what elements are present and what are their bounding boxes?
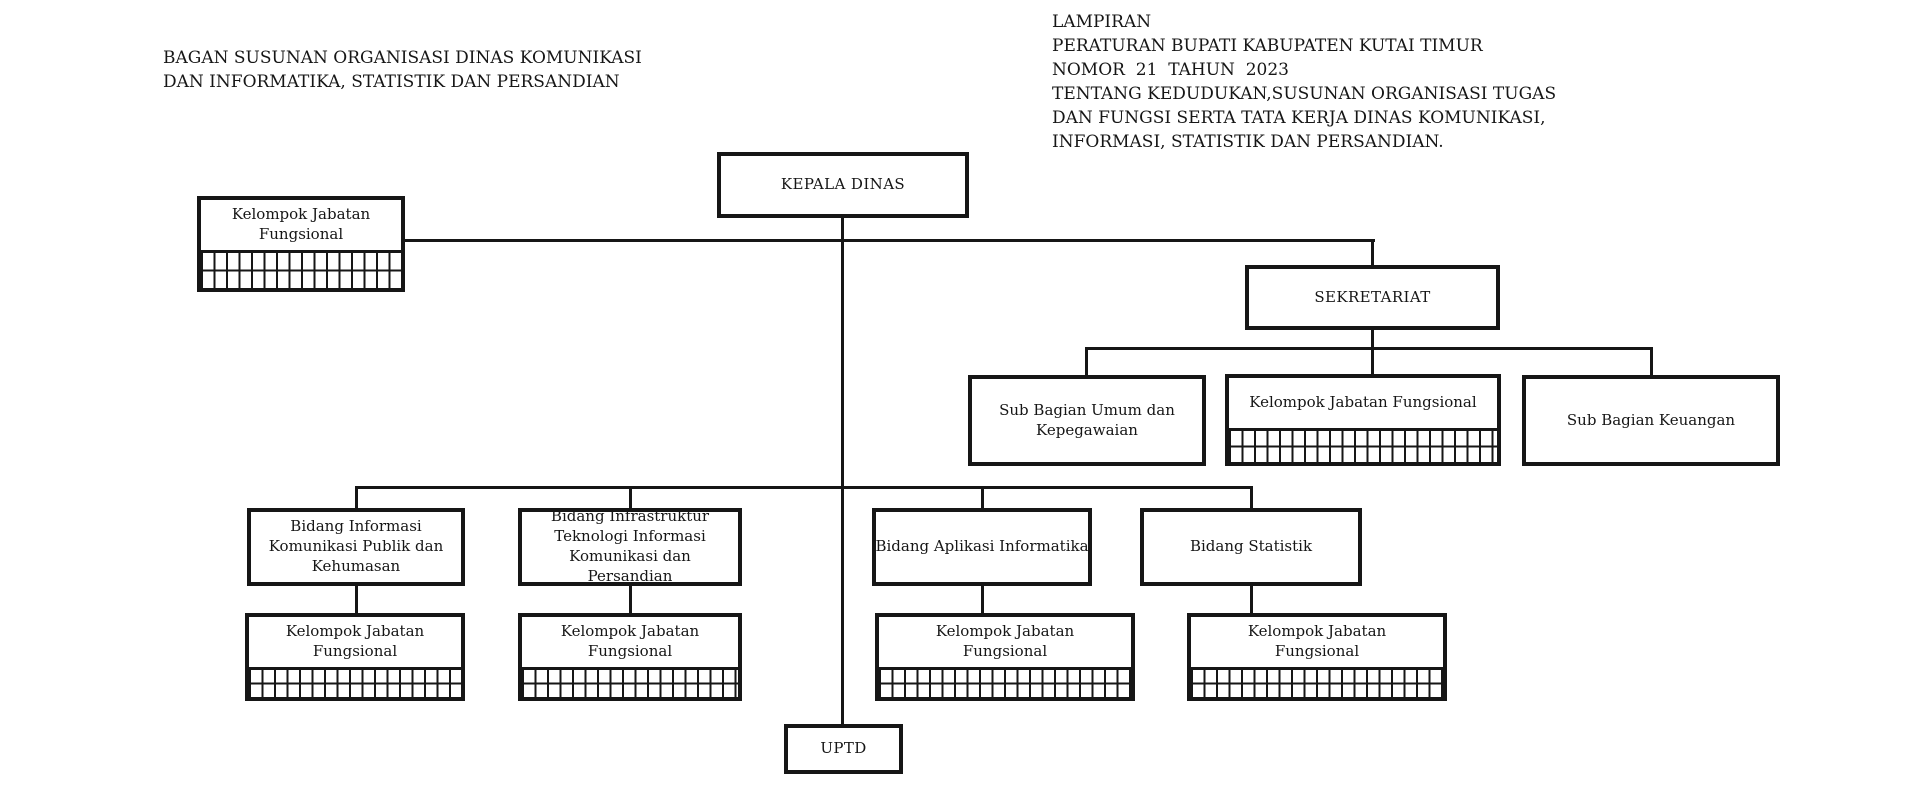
connector-drop-bidang-3 <box>981 486 984 510</box>
kjf-label: Kelompok Jabatan Fungsional <box>935 622 1075 660</box>
lampiran-line: INFORMASI, STATISTIK DAN PERSANDIAN. <box>1052 132 1444 152</box>
sub-bagian-keuangan-label: Sub Bagian Keuangan <box>1566 410 1736 429</box>
kjf-grid-hatch <box>1191 667 1443 697</box>
connector-drop-bidang-4 <box>1250 486 1253 510</box>
box-kelompok-jabatan-fungsional-sekretariat <box>1225 374 1501 466</box>
kjf-grid-hatch <box>201 250 401 288</box>
chart-title-line: DAN INFORMATIKA, STATISTIK DAN PERSANDIAN <box>163 72 620 92</box>
sekretariat-label: SEKRETARIAT <box>1314 287 1431 306</box>
chart-title <box>163 46 642 94</box>
kjf-label: Kelompok Jabatan Fungsional <box>1249 393 1477 412</box>
bidang-statistik-label: Bidang Statistik <box>1189 537 1313 556</box>
connector-sekretariat-children-horizontal <box>1085 347 1653 350</box>
kepala-dinas-label: KEPALA DINAS <box>780 175 906 194</box>
lampiran-line: TENTANG KEDUDUKAN,SUSUNAN ORGANISASI TUGAS <box>1052 84 1557 104</box>
bidang-informasi-label: Bidang Informasi Komunikasi Publik dan Kehumasan <box>268 517 444 575</box>
lampiran-line: DAN FUNGSI SERTA TATA KERJA DINAS KOMUNIKASI, <box>1052 108 1546 128</box>
connector-kjf-to-sekretariat-horizontal <box>405 239 1375 242</box>
bidang-infrastruktur-label: Bidang Infrastruktur Teknologi Informasi Komunikasi dan Persandian <box>550 507 710 585</box>
box-sub-bagian-keuangan <box>1522 375 1780 466</box>
kjf-label: Kelompok Jabatan Fungsional <box>1247 622 1387 660</box>
box-sekretariat <box>1245 265 1500 330</box>
box-bidang-aplikasi <box>872 508 1092 586</box>
kjf-grid-hatch <box>879 667 1131 697</box>
kjf-label: Kelompok Jabatan Fungsional <box>231 205 371 243</box>
box-kelompok-jabatan-fungsional-bidang-4 <box>1187 613 1447 701</box>
box-bidang-informasi <box>247 508 465 586</box>
connector-drop-bidang-1 <box>355 486 358 510</box>
connector-bidang1-to-kjf <box>355 584 358 615</box>
connector-drop-sub-umum <box>1085 347 1088 377</box>
kjf-grid-hatch <box>249 667 461 697</box>
connector-drop-sub-keuangan <box>1650 347 1653 377</box>
box-bidang-statistik <box>1140 508 1362 586</box>
connector-drop-bidang-2 <box>629 486 632 510</box>
box-kepala-dinas <box>717 152 969 218</box>
box-uptd <box>784 724 903 774</box>
box-sub-bagian-umum <box>968 375 1206 466</box>
chart-title-line: BAGAN SUSUNAN ORGANISASI DINAS KOMUNIKASI <box>163 48 642 68</box>
connector-drop-kjf-sekretariat <box>1371 347 1374 377</box>
connector-bidang-horizontal <box>355 486 1253 489</box>
box-kelompok-jabatan-fungsional-bidang-1 <box>245 613 465 701</box>
lampiran-line: LAMPIRAN <box>1052 12 1152 32</box>
connector-bidang3-to-kjf <box>981 584 984 615</box>
box-kelompok-jabatan-fungsional-kepala <box>197 196 405 292</box>
kjf-label: Kelompok Jabatan Fungsional <box>285 622 425 660</box>
kjf-grid-hatch <box>1229 428 1497 462</box>
lampiran-line: PERATURAN BUPATI KABUPATEN KUTAI TIMUR <box>1052 36 1483 56</box>
sub-bagian-umum-label: Sub Bagian Umum dan Kepegawaian <box>999 400 1175 439</box>
lampiran-block <box>1052 10 1556 154</box>
box-kelompok-jabatan-fungsional-bidang-3 <box>875 613 1135 701</box>
box-kelompok-jabatan-fungsional-bidang-2 <box>518 613 742 701</box>
connector-spine-vertical <box>841 217 844 725</box>
connector-bidang4-to-kjf <box>1250 584 1253 615</box>
connector-sekretariat-top-drop <box>1371 239 1374 268</box>
kjf-grid-hatch <box>522 667 738 697</box>
kjf-label: Kelompok Jabatan Fungsional <box>560 622 700 660</box>
connector-bidang2-to-kjf <box>629 584 632 615</box>
uptd-label: UPTD <box>820 739 867 758</box>
box-bidang-infrastruktur <box>518 508 742 586</box>
lampiran-line: NOMOR 21 TAHUN 2023 <box>1052 60 1289 80</box>
bidang-aplikasi-label: Bidang Aplikasi Informatika <box>875 537 1089 556</box>
